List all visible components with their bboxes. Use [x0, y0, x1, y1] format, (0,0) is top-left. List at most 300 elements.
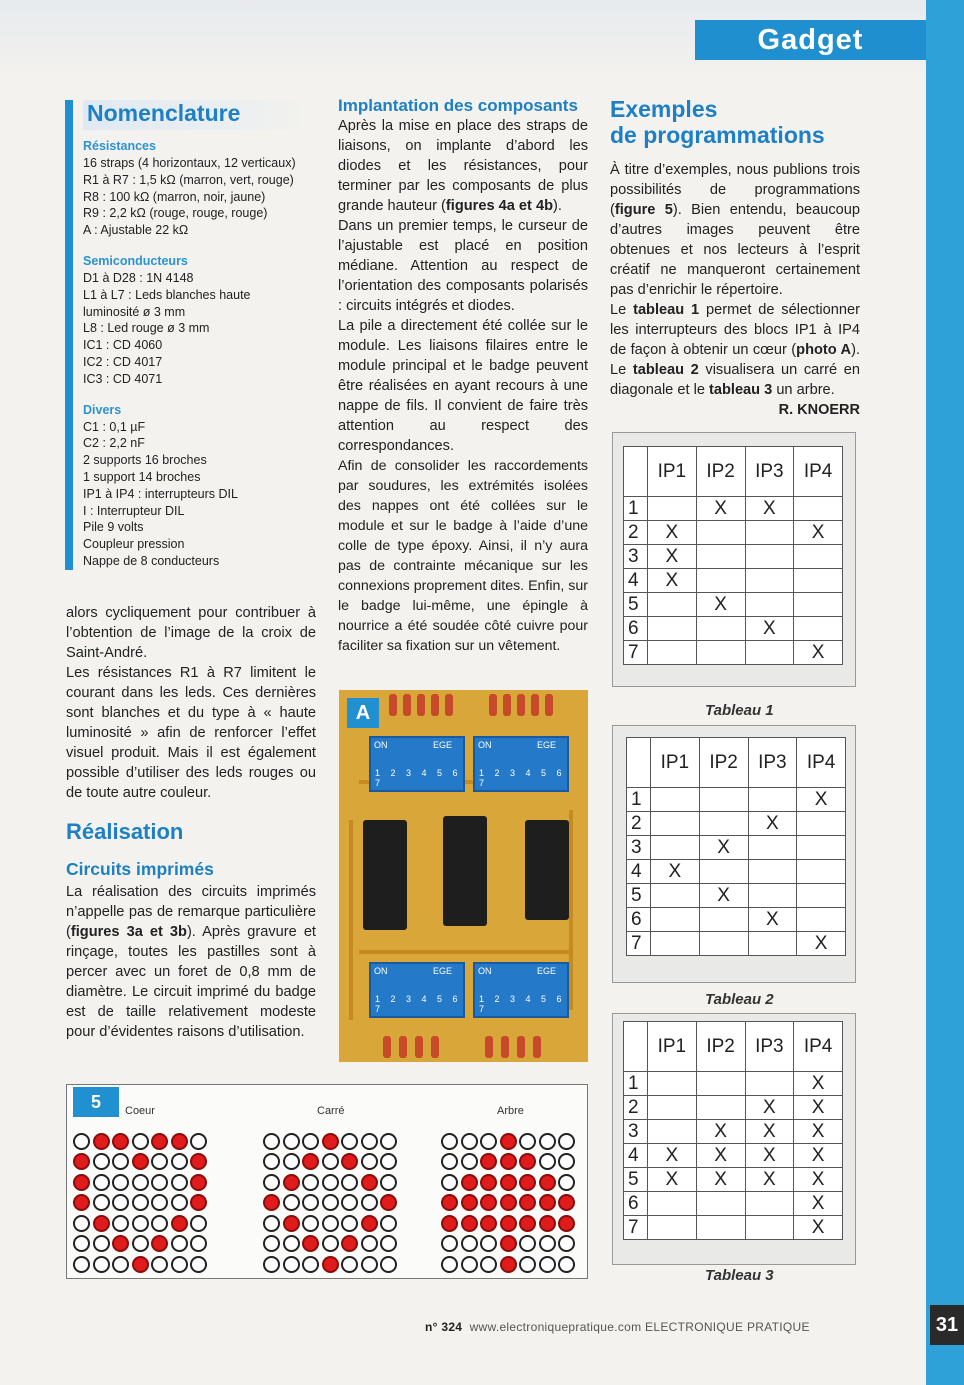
led-on: [151, 1235, 168, 1252]
nomenclature-heading: Résistances: [83, 139, 156, 153]
table-row: [624, 545, 843, 569]
table-cell: [651, 812, 700, 836]
led-off: [283, 1133, 300, 1150]
led-off: [361, 1256, 378, 1273]
led-off: [519, 1133, 536, 1150]
led-off: [263, 1215, 280, 1232]
table-cell: [648, 1192, 697, 1216]
table-cell: [696, 1216, 745, 1240]
table-cell: [696, 569, 745, 593]
table-cell: [696, 617, 745, 641]
table-cell: 7: [624, 641, 648, 665]
led-on: [558, 1194, 575, 1211]
led-off: [558, 1153, 575, 1170]
table-header: IP4: [797, 738, 846, 788]
table-cell: [748, 788, 797, 812]
photo-label: A: [347, 698, 379, 728]
table-corner: [624, 1022, 648, 1072]
led-off: [539, 1153, 556, 1170]
table-cell: X: [648, 569, 697, 593]
led-off: [380, 1174, 397, 1191]
led-off: [171, 1235, 188, 1252]
table-cell: [651, 932, 700, 956]
led-on: [190, 1174, 207, 1191]
led-off: [539, 1235, 556, 1252]
table-header: IP2: [696, 1022, 745, 1072]
table-header: IP2: [696, 447, 745, 497]
table-row: [627, 884, 846, 908]
led-on: [132, 1256, 149, 1273]
table-cell: [699, 932, 748, 956]
led-off: [283, 1194, 300, 1211]
nomenclature-title: Nomenclature: [83, 100, 315, 130]
paragraph: Afin de consolider les raccordements par soudures, les extrémités isolées des nappes ont été collées sur le module et sur le badge à l’aide d’une colle de type époxy. Ainsi, il n’y aura pas de contrainte mécanique sur les connexions proprement dites. Enfin, sur le badge lui-même, une épingle à nourrice a été soudée côté cuivre pour faciliter sa fixation sur un vêtement.: [338, 458, 588, 654]
table-cell: X: [794, 1120, 843, 1144]
led-off: [151, 1256, 168, 1273]
nomenclature-line: A : Ajustable 22 kΩ: [83, 223, 189, 238]
table-row: [624, 1096, 843, 1120]
nomenclature-line: Pile 9 volts: [83, 520, 144, 535]
table-cell: 3: [624, 545, 648, 569]
paragraph: La pile a directement été collée sur le module. Les liaisons filaires entre le module principal et le badge peuvent être réalisées en ayant recours à une nappe de fils. Il convient de faire très attention au respect des correspondances.: [338, 318, 588, 454]
led-off: [341, 1194, 358, 1211]
table-cell: [745, 1216, 794, 1240]
led-off: [461, 1235, 478, 1252]
table-cell: [745, 641, 794, 665]
led-on: [151, 1133, 168, 1150]
led-off: [190, 1215, 207, 1232]
column-2: [338, 96, 588, 656]
nomenclature-line: R8 : 100 kΩ (marron, noir, jaune): [83, 189, 266, 204]
table-cell: X: [745, 1120, 794, 1144]
led-off: [480, 1235, 497, 1252]
led-on: [171, 1215, 188, 1232]
led-on: [112, 1235, 129, 1252]
table-row: [624, 1072, 843, 1096]
nomenclature-line: C1 : 0,1 µF: [83, 419, 146, 434]
led-on: [283, 1174, 300, 1191]
led-off: [302, 1174, 319, 1191]
table-cell: [748, 860, 797, 884]
led-off: [151, 1174, 168, 1191]
led-off: [112, 1256, 129, 1273]
led-on: [480, 1153, 497, 1170]
led-off: [441, 1133, 458, 1150]
table-cell: [794, 545, 843, 569]
led-grid-coeur: [73, 1131, 210, 1275]
led-off: [322, 1235, 339, 1252]
table-cell: [699, 812, 748, 836]
dip-switch: ON EGE 1 2 3 4 5 6 7: [369, 962, 465, 1018]
led-off: [380, 1153, 397, 1170]
led-on: [500, 1215, 517, 1232]
table-cell: [794, 497, 843, 521]
paragraph: alors cycliquement pour contribuer à l’obtention de l’image de la croix de Saint-André.: [66, 605, 316, 661]
integrated-circuit: [363, 820, 407, 930]
led-on: [441, 1215, 458, 1232]
led-on: [380, 1194, 397, 1211]
led-off: [441, 1153, 458, 1170]
led-off: [171, 1194, 188, 1211]
led-off: [558, 1174, 575, 1191]
table-cell: [699, 788, 748, 812]
table-cell: X: [648, 545, 697, 569]
table-row: [624, 569, 843, 593]
led-on: [73, 1153, 90, 1170]
led-off: [380, 1235, 397, 1252]
table-cell: 2: [627, 812, 651, 836]
led-off: [322, 1174, 339, 1191]
led-off: [361, 1133, 378, 1150]
table-3: [623, 1021, 843, 1240]
nomenclature-line: 16 straps (4 horizontaux, 12 verticaux): [83, 156, 296, 170]
column-1: [66, 603, 316, 1042]
table-cell: 6: [624, 617, 648, 641]
table-cell: X: [651, 860, 700, 884]
nomenclature-box: [65, 100, 315, 570]
led-on: [341, 1153, 358, 1170]
table-cell: X: [748, 908, 797, 932]
table-row: [624, 1144, 843, 1168]
led-off: [151, 1194, 168, 1211]
led-on: [283, 1215, 300, 1232]
table-cell: [797, 812, 846, 836]
led-off: [151, 1153, 168, 1170]
table-cell: X: [648, 1168, 697, 1192]
table-cell: [696, 641, 745, 665]
table-cell: 1: [624, 1072, 648, 1096]
table-row: [627, 860, 846, 884]
table-header: IP4: [794, 447, 843, 497]
led-off: [283, 1256, 300, 1273]
led-off: [322, 1194, 339, 1211]
led-on: [132, 1153, 149, 1170]
table-cell: [797, 908, 846, 932]
led-off: [190, 1256, 207, 1273]
table-cell: [648, 593, 697, 617]
table-cell: [745, 1192, 794, 1216]
nomenclature-line: I : Interrupteur DIL: [83, 503, 185, 518]
table-header: IP2: [699, 738, 748, 788]
table-header: IP3: [745, 1022, 794, 1072]
section-title: Implantation des composants: [338, 96, 578, 115]
led-off: [263, 1235, 280, 1252]
table-corner: [624, 447, 648, 497]
table-cell: 3: [624, 1120, 648, 1144]
led-off: [93, 1153, 110, 1170]
led-on: [341, 1235, 358, 1252]
led-off: [132, 1215, 149, 1232]
table-row: [624, 497, 843, 521]
led-off: [302, 1215, 319, 1232]
section-label: Gadget: [695, 20, 926, 60]
led-off: [171, 1174, 188, 1191]
table-cell: 4: [624, 569, 648, 593]
table-cell: [648, 617, 697, 641]
table-cell: [797, 836, 846, 860]
table-cell: X: [794, 521, 843, 545]
led-off: [519, 1235, 536, 1252]
table-cell: X: [745, 1144, 794, 1168]
table-1: [623, 446, 843, 665]
led-off: [112, 1194, 129, 1211]
nomenclature-line: 1 support 14 broches: [83, 469, 201, 484]
table-cell: [651, 908, 700, 932]
led-off: [519, 1256, 536, 1273]
table-cell: [745, 545, 794, 569]
author: R. KNOERR: [778, 402, 860, 418]
led-on: [500, 1256, 517, 1273]
led-on: [73, 1174, 90, 1191]
led-off: [93, 1235, 110, 1252]
nomenclature-line: R1 à R7 : 1,5 kΩ (marron, vert, rouge): [83, 172, 294, 187]
led-on: [322, 1256, 339, 1273]
led-on: [500, 1174, 517, 1191]
integrated-circuit: [443, 816, 487, 926]
table-corner: [627, 738, 651, 788]
table-row: [627, 836, 846, 860]
led-on: [461, 1174, 478, 1191]
table-cell: [748, 932, 797, 956]
paragraph: Dans un premier temps, le curseur de l’ajustable est placé en position médiane. Attention au respect de l’orientation des composants polarisés : circuits intégrés et diodes.: [338, 218, 588, 314]
table-cell: 3: [627, 836, 651, 860]
page-edge-bar: [926, 0, 964, 1385]
table-cell: X: [699, 884, 748, 908]
table-cell: [696, 1072, 745, 1096]
led-on: [519, 1194, 536, 1211]
led-off: [461, 1133, 478, 1150]
table-row: [624, 641, 843, 665]
table-header: IP1: [648, 447, 697, 497]
subsection-title: Circuits imprimés: [66, 859, 214, 879]
led-on: [441, 1194, 458, 1211]
led-off: [283, 1235, 300, 1252]
paragraph: Après la mise en place des straps de liaisons, on implante d’abord les diodes et les résistances, pour terminer par les composants de plus grande hauteur (figures 4a et 4b).: [338, 118, 588, 214]
nomenclature-line: Nappe de 8 conducteurs: [83, 553, 220, 568]
led-on: [361, 1174, 378, 1191]
led-on: [263, 1194, 280, 1211]
led-off: [151, 1215, 168, 1232]
table-cell: X: [699, 836, 748, 860]
led-off: [341, 1174, 358, 1191]
led-on: [519, 1174, 536, 1191]
nomenclature-groups: [83, 138, 315, 570]
table-2: [626, 737, 846, 956]
table-cell: [699, 860, 748, 884]
table-header: IP3: [745, 447, 794, 497]
table-row: [624, 593, 843, 617]
led-off: [132, 1174, 149, 1191]
table-cell: X: [797, 788, 846, 812]
nomenclature-line: luminosité ø 3 mm: [83, 304, 186, 319]
led-off: [380, 1133, 397, 1150]
nomenclature-heading: Divers: [83, 402, 122, 417]
table-cell: [794, 593, 843, 617]
led-off: [93, 1194, 110, 1211]
led-on: [171, 1133, 188, 1150]
table-cell: [648, 641, 697, 665]
table-caption: Tableau 2: [705, 991, 774, 1008]
led-on: [190, 1153, 207, 1170]
table-cell: X: [648, 1144, 697, 1168]
nomenclature-line: D1 à D28 : 1N 4148: [83, 270, 194, 285]
paragraph: La réalisation des circuits imprimés n’appelle pas de remarque particulière (figures 3a et 3b). Après gravure et rinçage, toutes les pastilles sont à percer avec un foret de 0,8 mm de diamètre. Le circuit imprimé du badge est de taille relativement modeste pour d’évidentes raisons d’utilisation.: [66, 884, 316, 1040]
paragraph: Les résistances R1 à R7 limitent le courant dans les leds. Ces dernières sont blanches et du type à « haute luminosité » afin de renforcer l’effet visuel produit. Mais il est également possible d’utiliser des leds rouges ou de toute autre couleur.: [66, 665, 316, 801]
led-off: [361, 1153, 378, 1170]
led-off: [190, 1133, 207, 1150]
table-header: IP4: [794, 1022, 843, 1072]
table-cell: X: [648, 521, 697, 545]
table-cell: 1: [624, 497, 648, 521]
table-cell: [797, 884, 846, 908]
integrated-circuit: [525, 820, 569, 920]
table-cell: [696, 545, 745, 569]
led-off: [539, 1133, 556, 1150]
led-off: [190, 1235, 207, 1252]
table-cell: X: [748, 812, 797, 836]
led-off: [263, 1133, 280, 1150]
led-on: [500, 1133, 517, 1150]
table-cell: 1: [627, 788, 651, 812]
led-off: [171, 1256, 188, 1273]
table-cell: [745, 569, 794, 593]
led-off: [461, 1153, 478, 1170]
led-on: [93, 1133, 110, 1150]
table-cell: X: [794, 1192, 843, 1216]
table-cell: [699, 908, 748, 932]
led-off: [361, 1235, 378, 1252]
paragraph: À titre d’exemples, nous publions trois possibilités de programmations (figure 5). Bien entendu, beaucoup d’autres images peuvent être obtenues et nos lecteurs à l’esprit créatif ne manqueront certainement pas d’enrichir le répertoire.: [610, 162, 860, 298]
nomenclature-line: IP1 à IP4 : interrupteurs DIL: [83, 486, 238, 501]
led-on: [302, 1235, 319, 1252]
led-off: [263, 1174, 280, 1191]
paragraph: Le tableau 1 permet de sélectionner les interrupteurs des blocs IP1 à IP4 de façon à obtenir un cœur (photo A). Le tableau 2 visualisera un carré en diagonale et le tableau 3 un arbre.: [610, 302, 861, 398]
led-off: [441, 1256, 458, 1273]
table-cell: X: [794, 1216, 843, 1240]
table-cell: [748, 836, 797, 860]
led-off: [539, 1256, 556, 1273]
photo-a: [339, 690, 588, 1062]
led-on: [112, 1133, 129, 1150]
table-cell: 7: [624, 1216, 648, 1240]
led-off: [480, 1133, 497, 1150]
table-cell: X: [696, 1144, 745, 1168]
led-off: [283, 1153, 300, 1170]
led-on: [500, 1194, 517, 1211]
table-row: [624, 1216, 843, 1240]
led-off: [93, 1256, 110, 1273]
column-3: [610, 96, 860, 418]
page-number: 31: [930, 1305, 964, 1345]
table-cell: [696, 521, 745, 545]
nomenclature-line: R9 : 2,2 kΩ (rouge, rouge, rouge): [83, 206, 268, 221]
table-header: IP1: [651, 738, 700, 788]
nomenclature-line: L1 à L7 : Leds blanches haute: [83, 287, 251, 302]
table-row: [627, 908, 846, 932]
figure-number: 5: [73, 1087, 119, 1117]
led-on: [500, 1235, 517, 1252]
led-on: [73, 1194, 90, 1211]
led-off: [112, 1215, 129, 1232]
led-off: [73, 1215, 90, 1232]
dip-switch: ON EGE 1 2 3 4 5 6 7: [473, 962, 569, 1018]
table-cell: [648, 1120, 697, 1144]
figure-caption: Carré: [317, 1105, 345, 1117]
led-off: [361, 1194, 378, 1211]
table-cell: [794, 617, 843, 641]
led-off: [171, 1153, 188, 1170]
table-cell: [745, 593, 794, 617]
led-off: [558, 1256, 575, 1273]
table-cell: X: [696, 1168, 745, 1192]
table-cell: [745, 521, 794, 545]
section-title: Réalisation: [66, 819, 184, 844]
led-off: [558, 1235, 575, 1252]
led-on: [539, 1215, 556, 1232]
figure-caption: Coeur: [125, 1105, 155, 1117]
table-cell: [748, 884, 797, 908]
table-cell: 6: [624, 1192, 648, 1216]
led-on: [480, 1174, 497, 1191]
table-cell: X: [696, 593, 745, 617]
table-cell: [648, 1072, 697, 1096]
led-off: [341, 1133, 358, 1150]
table-cell: X: [794, 1144, 843, 1168]
nomenclature-line: C2 : 2,2 nF: [83, 436, 145, 451]
table-row: [624, 1120, 843, 1144]
table-row: [627, 788, 846, 812]
led-off: [322, 1215, 339, 1232]
led-off: [480, 1256, 497, 1273]
footer: n° 324 www.electroniquepratique.com ELECTRONIQUE PRATIQUE: [425, 1320, 810, 1334]
led-on: [461, 1215, 478, 1232]
table-cell: [696, 1192, 745, 1216]
nomenclature-line: 2 supports 16 broches: [83, 453, 207, 468]
table-cell: 5: [624, 1168, 648, 1192]
led-off: [461, 1256, 478, 1273]
table-cell: X: [797, 932, 846, 956]
table-row: [627, 932, 846, 956]
table-cell: X: [794, 1096, 843, 1120]
table-cell: X: [745, 497, 794, 521]
led-off: [302, 1133, 319, 1150]
table-header: IP1: [648, 1022, 697, 1072]
table-cell: 6: [627, 908, 651, 932]
nomenclature-line: IC2 : CD 4017: [83, 354, 163, 369]
table-cell: [648, 1216, 697, 1240]
table-cell: X: [696, 497, 745, 521]
table-cell: [794, 569, 843, 593]
table-cell: [648, 1096, 697, 1120]
table-cell: 4: [627, 860, 651, 884]
led-off: [73, 1133, 90, 1150]
led-off: [112, 1174, 129, 1191]
led-on: [539, 1174, 556, 1191]
table-row: [624, 1168, 843, 1192]
led-off: [112, 1153, 129, 1170]
table-cell: 2: [624, 1096, 648, 1120]
led-on: [302, 1153, 319, 1170]
table-cell: [651, 788, 700, 812]
figure-5: [66, 1084, 588, 1279]
led-off: [341, 1256, 358, 1273]
led-on: [480, 1194, 497, 1211]
led-on: [558, 1215, 575, 1232]
table-cell: X: [794, 1168, 843, 1192]
dip-switch: ON EGE 1 2 3 4 5 6 7: [473, 736, 569, 792]
led-off: [263, 1153, 280, 1170]
led-on: [480, 1215, 497, 1232]
